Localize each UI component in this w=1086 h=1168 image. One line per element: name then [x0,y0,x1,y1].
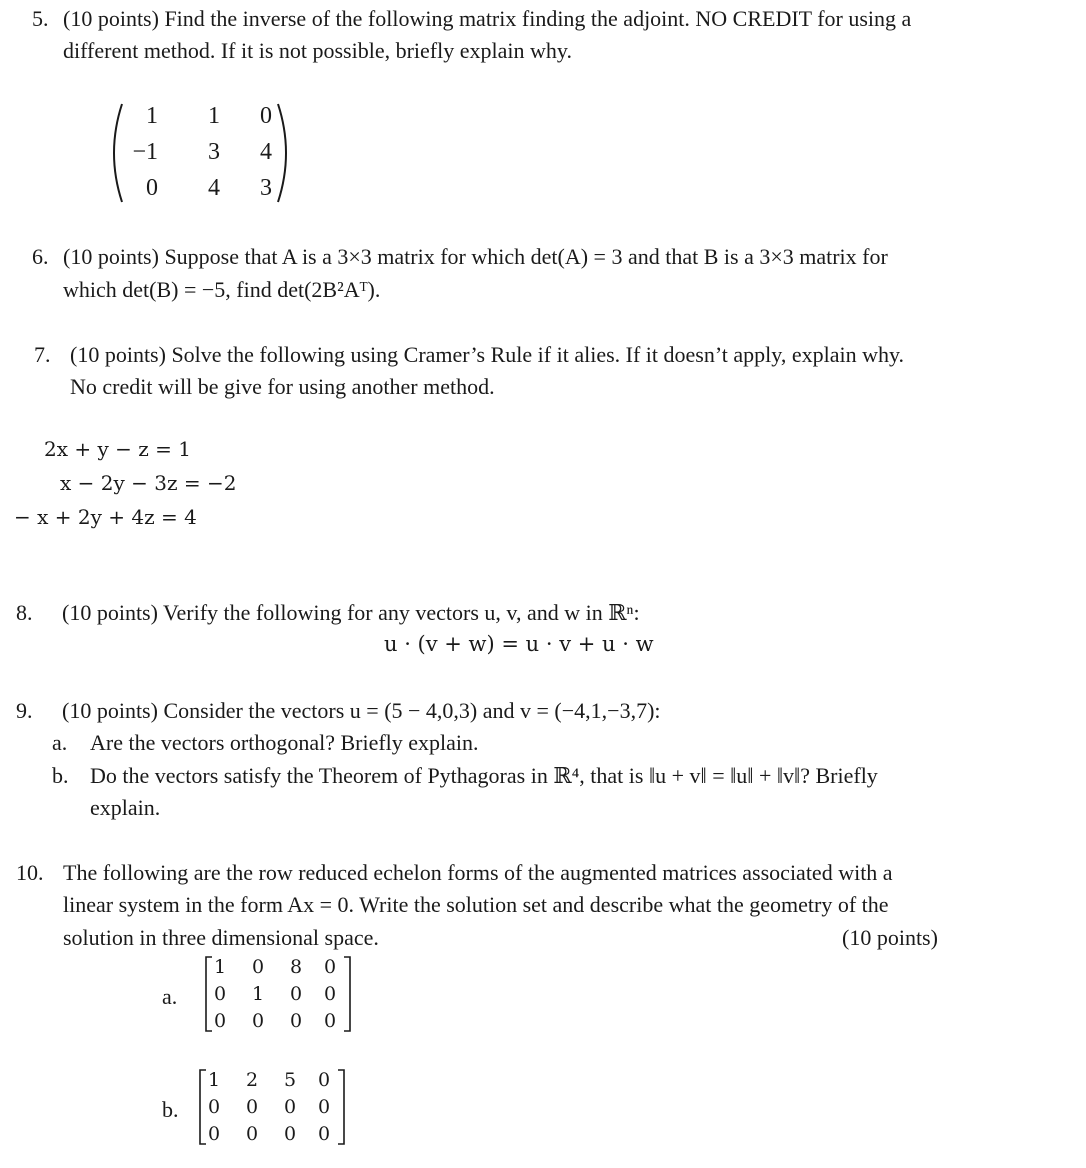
q10-matrix-a-cell: 0 [213,1010,227,1032]
q5-matrix-cell: 3 [260,175,272,201]
q9-b-label: b. [52,763,69,788]
q10-matrix-a-cell: 0 [213,983,227,1005]
q8-number: 8. [16,600,33,625]
q7-line1: (10 points) Solve the following using Cramer’s Rule if it alies. If it doesn’t apply, explain why. [70,342,905,367]
q10-matrix-b-cell: 2 [245,1069,259,1091]
q10-matrix-a-cell: 0 [323,983,337,1005]
q5-matrix-cell: 4 [260,139,272,165]
q5-matrix [108,98,298,208]
q10-line1: The following are the row reduced echelon forms of the augmented matrices associated with a [63,860,893,885]
q8-identity: u · (v + w) = u · v + u · w [384,632,654,656]
q10-b-label: b. [162,1097,179,1122]
q10-matrix-b-cell: 0 [317,1069,331,1091]
q10-a-label: a. [162,984,178,1009]
q5-matrix-cell: −1 [132,139,158,165]
q6-line2: which det(B) = −5, find det(2B²Aᵀ). [63,277,381,302]
q10-line3: solution in three dimensional space. [63,925,379,950]
q10-matrix-a-cell: 0 [251,956,265,978]
q10-points: (10 points) [842,925,938,950]
q10-matrix-a [204,955,354,1035]
q7-equation-1: 2x + y − z = 1 [44,437,191,461]
q10-matrix-a-cell: 8 [289,956,303,978]
q9-a-label: a. [52,730,68,755]
q7-line2: No credit will be give for using another method. [70,374,495,399]
q10-matrix-a-cell: 0 [251,1010,265,1032]
q7-equation-2: x − 2y − 3z = −2 [60,471,237,495]
q10-matrix-a-cell: 0 [323,1010,337,1032]
q10-matrix-b-cell: 0 [207,1123,221,1145]
q9-number: 9. [16,698,33,723]
q9-line1: (10 points) Consider the vectors u = (5 − 4,0,3) and v = (−4,1,−3,7): [62,698,661,723]
q5-matrix-cell: 1 [208,103,220,129]
q10-matrix-b-cell: 1 [207,1069,221,1091]
q10-matrix-a-cell: 1 [251,983,265,1005]
q5-line1: (10 points) Find the inverse of the following matrix finding the adjoint. NO CREDIT for using a [63,6,912,31]
q9-b-text: Do the vectors satisfy the Theorem of Pythagoras in ℝ⁴, that is ‖u + v‖ = ‖u‖ + ‖v‖? Briefly [90,763,878,788]
q5-number: 5. [32,6,49,31]
q10-matrix-b-cell: 0 [245,1096,259,1118]
q10-matrix-b-cell: 0 [317,1096,331,1118]
q10-matrix-b-cell: 5 [283,1069,297,1091]
q5-matrix-cell: 4 [208,175,220,201]
q5-matrix-cell: 3 [208,139,220,165]
q10-matrix-b-cell: 0 [283,1096,297,1118]
q7-number: 7. [34,342,51,367]
q5-matrix-cell: 0 [146,175,158,201]
q10-matrix-b-cell: 0 [245,1123,259,1145]
q9-b-text2: explain. [90,795,161,820]
q6-number: 6. [32,244,49,269]
q7-equation-3: − x + 2y + 4z = 4 [14,505,197,529]
q10-matrix-a-cell: 0 [289,983,303,1005]
q10-matrix-a-cell: 1 [213,956,227,978]
q8-line1: (10 points) Verify the following for any vectors u, v, and w in ℝⁿ: [62,600,640,625]
q10-matrix-b [198,1068,348,1148]
q5-matrix-cell: 0 [260,103,272,129]
q10-matrix-b-cell: 0 [317,1123,331,1145]
q6-line1: (10 points) Suppose that A is a 3×3 matrix for which det(A) = 3 and that B is a 3×3 matrix for [63,244,888,269]
q5-matrix-cell: 1 [146,103,158,129]
q10-number: 10. [16,860,44,885]
q10-line2: linear system in the form Ax = 0. Write the solution set and describe what the geometry of the [63,892,889,917]
q10-matrix-b-cell: 0 [283,1123,297,1145]
q10-matrix-a-cell: 0 [289,1010,303,1032]
q9-a-text: Are the vectors orthogonal? Briefly explain. [90,730,479,755]
q10-matrix-a-cell: 0 [323,956,337,978]
q5-line2: different method. If it is not possible, briefly explain why. [63,38,572,63]
q10-matrix-b-cell: 0 [207,1096,221,1118]
